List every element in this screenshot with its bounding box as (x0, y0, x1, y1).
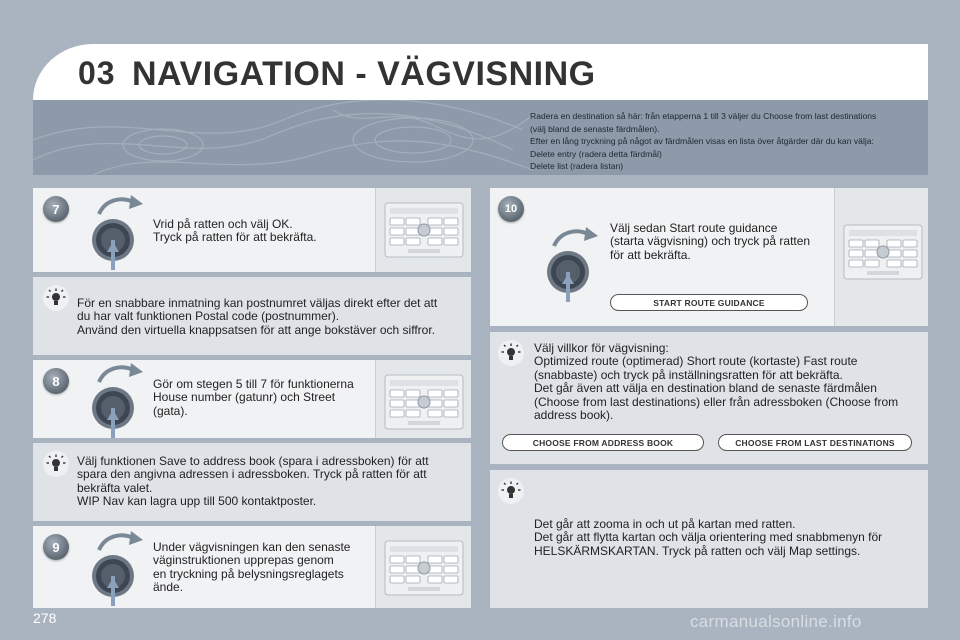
light-bulb-icon (498, 340, 524, 366)
step-badge: 9 (43, 534, 69, 560)
audio-unit-icon (375, 526, 471, 608)
page-number: 278 (33, 610, 57, 626)
rotary-knob-icon (536, 226, 606, 311)
step-10-panel (490, 188, 928, 326)
intro-line: (välj bland de senaste färdmålen). (530, 123, 660, 134)
step-8-text: Gör om stegen 5 till 7 för funktionerna House number (gatunr) och Street (gata). (153, 377, 354, 418)
tip-1-text: För en snabbare inmatning kan postnumret väljas direkt efter det att du har valt funktionen Postal code (postnummer). Använd den virtuella knappsatsen för att ange bokstäver och siffror. (77, 296, 438, 337)
step-9-panel (33, 526, 471, 608)
step-7-text: Vrid på ratten och välj OK. Tryck på ratten för att bekräfta. (153, 217, 317, 245)
tip-4-panel (490, 470, 928, 608)
rotary-knob-icon (81, 194, 151, 279)
intro-text (530, 110, 922, 173)
tip-2-text: Välj funktionen Save to address book (spara i adressboken) för att spara den angivna adressen i adressboken. Tryck på ratten för att bekräfta valet. WIP Nav kan lagra upp till 500 kontaktposter. (77, 454, 429, 509)
tip-3-panel (490, 332, 928, 464)
choose-from-last-destinations-button[interactable]: CHOOSE FROM LAST DESTINATIONS (718, 434, 912, 451)
rotary-knob-icon (81, 530, 151, 615)
light-bulb-icon (43, 285, 69, 311)
audio-unit-icon (375, 360, 471, 438)
intro-line: Delete entry (radera detta färdmål) (530, 148, 662, 159)
audio-unit-icon (834, 188, 928, 326)
intro-line: Efter en lång tryckning på något av färdmålen visas en lista över åtgärder där du kan välja: (530, 136, 874, 147)
audio-unit-icon (375, 188, 471, 272)
watermark: carmanualsonline.info (690, 612, 862, 631)
tip-4-text: Det går att zooma in och ut på kartan med ratten. Det går att flytta kartan och välja orientering med snabbmenyn för HELSKÄRMSKARTAN. Tryck på ratten och välj Map settings. (534, 517, 883, 558)
intro-line: Radera en destination så här: från etapperna 1 till 3 väljer du Choose from last destinations (530, 111, 877, 121)
tip-1-panel (33, 277, 471, 355)
chapter-number: 03 (78, 55, 116, 91)
start-route-guidance-button[interactable]: START ROUTE GUIDANCE (610, 294, 808, 311)
light-bulb-icon (43, 451, 69, 477)
step-8-panel (33, 360, 471, 438)
step-badge: 10 (498, 196, 524, 222)
step-badge: 8 (43, 368, 69, 394)
rotary-knob-icon (81, 362, 151, 447)
tip-3-text: Välj villkor för vägvisning: Optimized route (optimerad) Short route (kortaste) Fast route (snabbaste) och tryck på inställningsratten för att bekräfta. Det går även att välja en destination bland de senaste färdmålen (Choose from last destinations) eller från adressboken (Choose from address book). (534, 341, 899, 423)
light-bulb-icon (498, 478, 524, 504)
step-7-panel (33, 188, 471, 272)
choose-from-address-book-button[interactable]: CHOOSE FROM ADDRESS BOOK (502, 434, 704, 451)
step-badge: 7 (43, 196, 69, 222)
step-10-text: Välj sedan Start route guidance (starta vägvisning) och tryck på ratten för att bekräfta. (610, 221, 811, 262)
tip-2-panel (33, 443, 471, 521)
step-9-text: Under vägvisningen kan den senaste väginstruktionen upprepas genom en tryckning på belysningsreglagets ände. (153, 540, 351, 595)
intro-line: Delete list (radera listan) (530, 161, 624, 172)
page-title: NAVIGATION - VÄGVISNING (132, 55, 596, 93)
